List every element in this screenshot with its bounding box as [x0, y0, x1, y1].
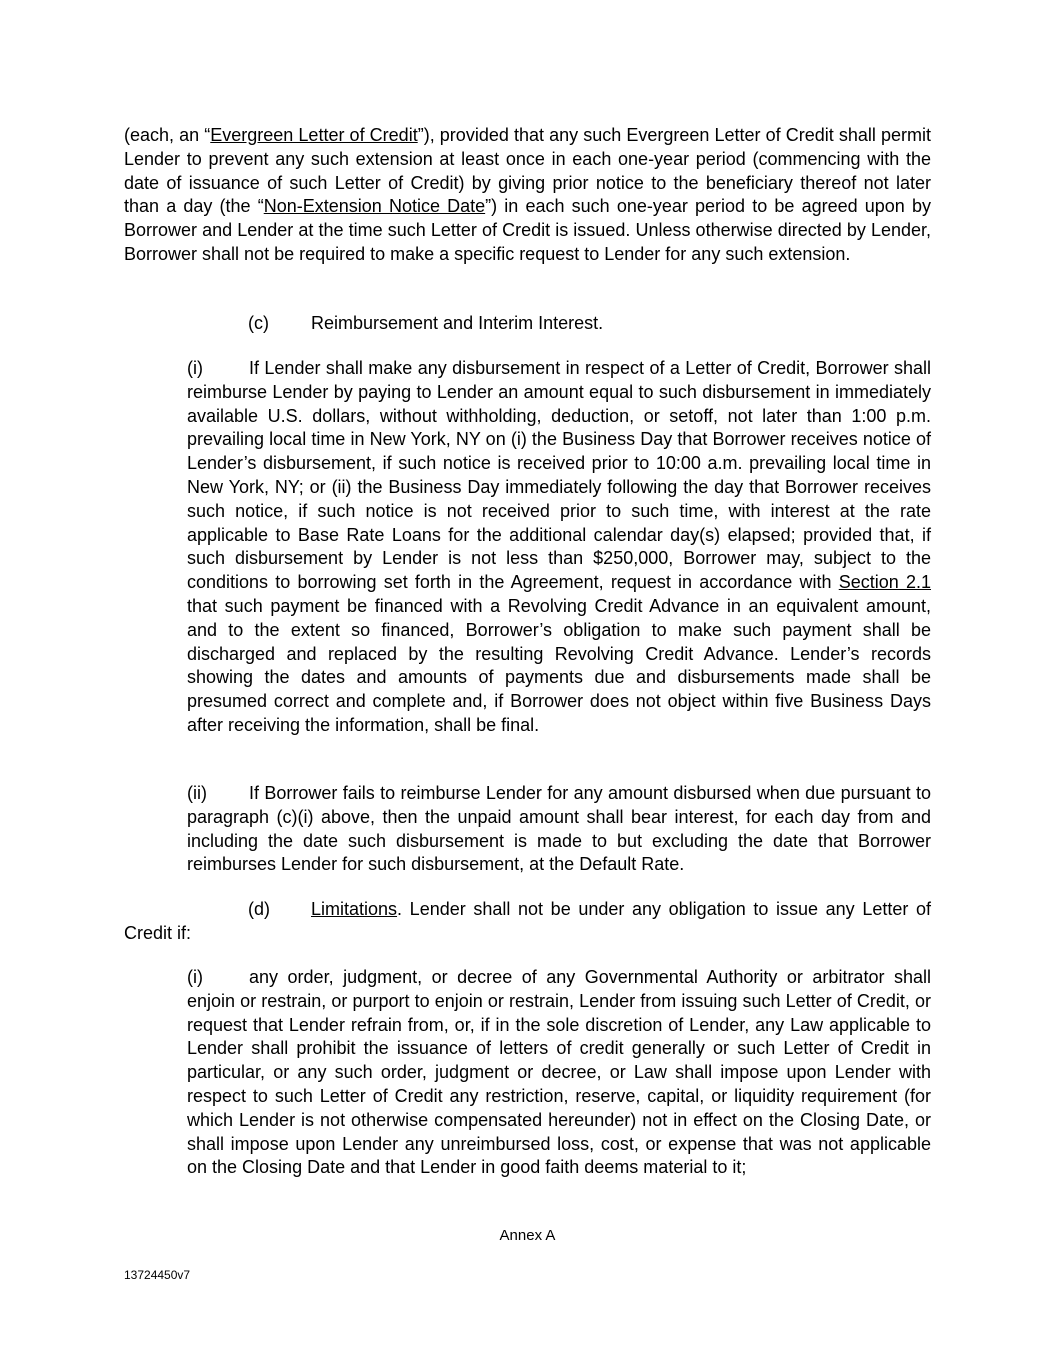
text-segment: any order, judgment, or decree of any Governmental Authority or arbitrator shall enjoin or restrain, or purport to enjoin or restrain, Lender from issuing such Letter of Credit, or request that Lender refrain from, or, if in the sole discretion of Lender, any Law applicable to Lender shall prohibit the issuance of letters of credit generally or such Letter of Credit in particular, or any such order, judgment or decree, or Law shall impose upon Lender with respect to such Letter of Credit any restriction, reserve, capital, or liquidity requirement (for which Lender is not otherwise compensated hereunder) not in effect on the Closing Date, or shall impose upon Lender any unreimbursed loss, cost, or expense that was not applicable on the Closing Date and that Lender in good faith deems material to it;: [187, 967, 931, 1178]
text-segment: If Borrower fails to reimburse Lender for any amount disbursed when due pursuant to paragraph (c)(i) above, then the unpaid amount shall bear interest, for each day from and including the date such disbursement is made to but excluding the date that Borrower reimburses Lender for such disbursement, at the Default Rate.: [187, 783, 931, 875]
item-number: [64, 966, 249, 990]
defined-term-evergreen: Evergreen Letter of Credit: [210, 125, 418, 145]
document-id: 13724450v7: [124, 1268, 191, 1282]
section-title: Reimbursement and Interim Interest.: [311, 313, 604, 333]
text-segment: . Lender shall not be under any obligation to issue any Letter of: [397, 899, 931, 919]
item-c-i: [187, 357, 931, 738]
footer-annex-label: Annex A: [499, 1227, 556, 1244]
item-number-label: (i): [187, 967, 203, 987]
text-segment: (each, an “: [124, 125, 211, 145]
text-segment: If Lender shall make any disbursement in respect of a Letter of Credit, Borrower shall reimburse Lender by paying to Lender an amount equal to such disbursement in immediately available U.S. dollars, without withholding, deduction, or setoff, not later than 1:00 p.m. prevailing local time in New York, NY on (i) the Business Day that Borrower receives notice of Lender’s disbursement, if such notice is received prior to 10:00 a.m. prevailing local time in New York, NY; or (ii) the Business Day immediately following the day that Borrower receives such notice, if such notice is not received prior to such time, with interest at the rate applicable to Base Rate Loans for the additional calendar day(s) elapsed; provided that, if such disbursement by Lender is not less than $250,000, Borrower may, subject to the conditions to borrowing set forth in the Agreement, request in accordance with: [187, 358, 931, 593]
text-segment: ”), provided that any such Evergreen Letter of Credit shall permit Lender to prevent any such extension at least once in each one-year period (commencing with the date of issuance of such Letter of Credit) by giving prior notice to the beneficiary thereof not later than a day (the “: [124, 125, 932, 217]
item-number-label: (i): [187, 358, 203, 378]
section-number: (c): [248, 313, 269, 333]
paragraph-evergreen: [124, 124, 931, 267]
text-segment: that such payment be financed with a Revolving Credit Advance in an equivalent amount, and to the extent so financed, Borrower’s obligation to make such payment shall be discharged and replaced by the resulting Revolving Credit Advance. Lender’s records showing the dates and amounts of payments due and disbursements made shall be presumed correct and complete and, if Borrower does not object within five Business Days after receiving the information, shall be final.: [187, 595, 931, 735]
section-d-line: [311, 898, 931, 922]
section-d-continuation: Credit if:: [124, 923, 192, 943]
text-segment: ”) in each such one-year period to be agreed upon by Borrower and Lender at the time such Letter of Credit is issued. Unless otherwise directed by Lender, Borrower shall not be required to make a specific request to Lender for any such extension.: [124, 196, 931, 264]
section-number: (d): [248, 899, 270, 919]
section-reference-link: Section 2.1: [838, 572, 931, 593]
item-number: [64, 357, 249, 381]
item-number-label: (ii): [187, 783, 207, 803]
defined-term-non-extension: Non-Extension Notice Date: [263, 196, 486, 217]
item-number: [64, 782, 249, 806]
item-d-i: [187, 966, 931, 1180]
section-title: Limitations: [311, 899, 398, 919]
item-c-ii: [187, 782, 931, 877]
